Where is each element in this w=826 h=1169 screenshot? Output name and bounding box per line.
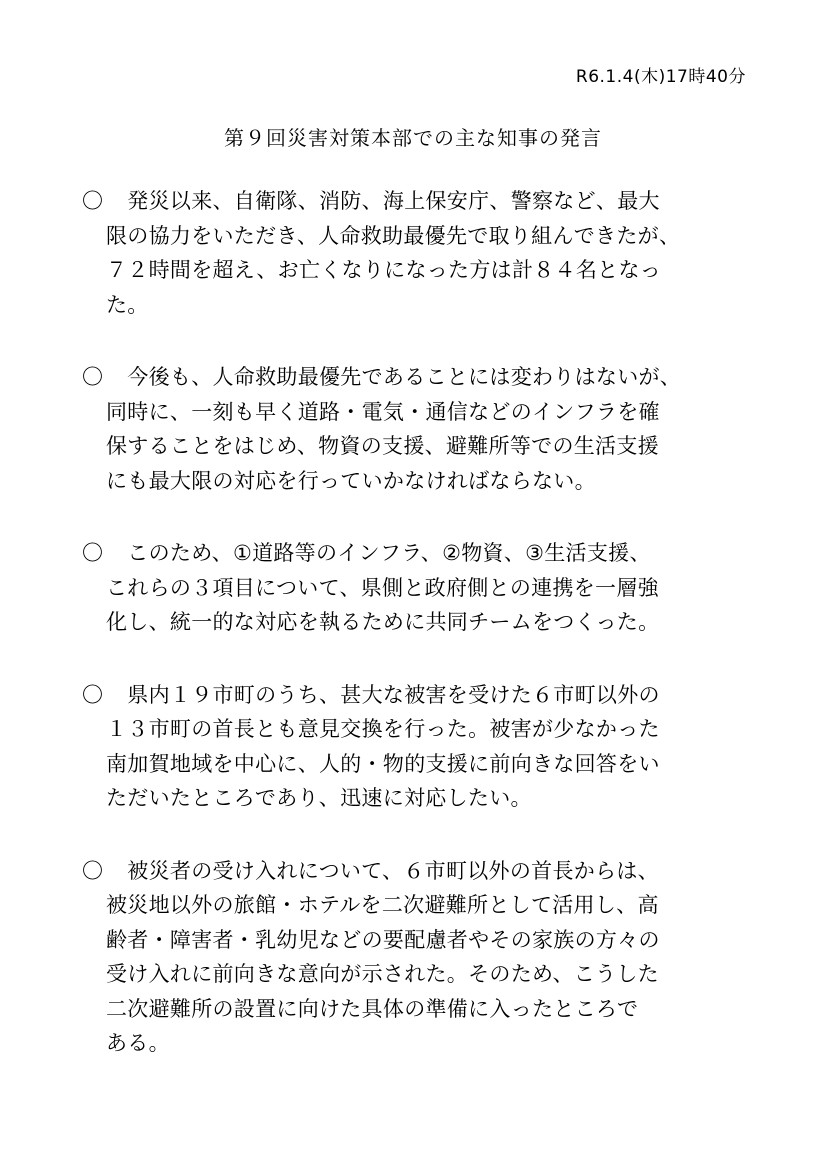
document-title: 第９回災害対策本部での主な知事の発言 [224,126,602,150]
bullet-icon: 〇 [82,541,103,565]
bullet-icon: 〇 [82,682,103,707]
document-date: R6.1.4(木)17時40分 [575,67,746,87]
statement-item-1 [82,184,752,322]
statement-item-2 [82,360,752,498]
statement-item-4 [82,678,752,816]
statement-item-3 [82,536,752,640]
bullet-icon: 〇 [82,365,103,389]
statement-text: 県内１９市町のうち、甚大な被害を受けた６市町以外の １３市町の首長とも意見交換を行った。被害が少なかった 南加賀地域を中心に、人的・物的支援に前向きな回答をい ただいたところであり、迅速に対応したい。 [106,682,660,810]
statement-text: 被災者の受け入れについて、６市町以外の首長からは、 被災地以外の旅館・ホテルを二次避難所として活用し、高 齢者・障害者・乳幼児などの要配慮者やその家族の方々の 受け入れに前向きな意向が示された。そのため、こうした 二次避難所の設置に向けた具体の準備に入ったところで ある。 [106,858,660,1055]
bullet-icon: 〇 [82,189,103,213]
statement-list [82,184,752,1099]
statement-item-5 [82,854,752,1061]
bullet-icon: 〇 [82,858,103,883]
statement-text: 今後も、人命救助最優先であることには変わりはないが、 同時に、一刻も早く道路・電気・通信などのインフラを確 保することをはじめ、物資の支援、避難所等での生活支援 にも最大限の対応を行っていかなければならない。 [106,365,682,493]
statement-text: このため、①道路等のインフラ、②物資、③生活支援、 これらの３項目について、県側と政府側との連携を一層強 化し、統一的な対応を執るために共同チームをつくった。 [106,541,660,634]
statement-text: 発災以来、自衛隊、消防、海上保安庁、警察など、最大 限の協力をいただき、人命救助最優先で取り組んできたが、 ７２時間を超え、お亡くなりになった方は計８４名となっ た。 [106,189,681,317]
